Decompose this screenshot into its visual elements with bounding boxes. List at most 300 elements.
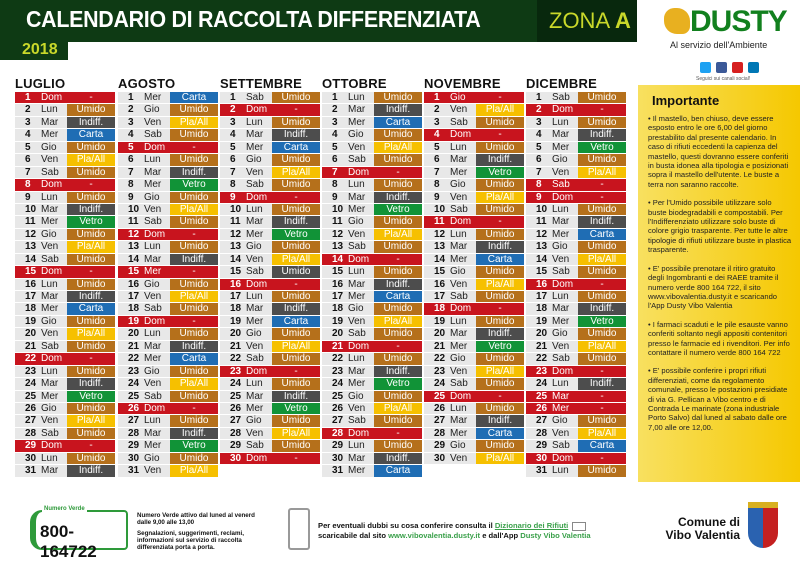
day-of-week: Mer [348,465,366,477]
day-of-week: Dom [348,166,370,178]
day-of-week: Sab [41,253,59,265]
day-row [424,353,524,365]
collection-type: Indiff. [170,167,218,178]
day-of-week: Gio [552,154,568,166]
day-of-week: Ven [41,415,59,427]
collection-type: Umido [170,391,218,402]
day-of-week: Ven [144,291,162,302]
collection-type: Umido [578,291,626,302]
collection-type: - [192,315,196,327]
day-of-week: Ven [144,203,162,215]
day-number: 13 [332,241,344,253]
day-row [322,179,422,191]
day-of-week: Gio [552,241,568,253]
day-of-week: Lun [41,104,58,116]
day-row [220,229,320,241]
day-row [424,366,524,378]
day-of-week: Mer [450,427,468,439]
collection-type: Umido [170,366,218,377]
day-row [424,154,524,166]
collection-type: Indiff. [272,129,320,140]
holiday-row [118,229,218,241]
day-number: 6 [332,154,338,166]
day-row [322,129,422,141]
day-number: 18 [128,303,140,315]
scarica-mid: e dall'App [480,531,521,540]
day-number: 13 [128,241,140,253]
holiday-row [15,353,115,365]
day-row [526,440,626,452]
collection-type: - [396,427,400,439]
collection-type: Umido [374,303,422,314]
day-of-week: Lun [246,378,263,390]
collection-type: Indiff. [578,303,626,314]
day-number: 8 [434,179,440,191]
day-of-week: Mer [144,179,162,191]
day-of-week: Mar [348,452,366,464]
dizionario-pre: Per eventuali dubbi su cosa conferire consulta il [318,521,495,530]
holiday-row [15,266,115,278]
day-of-week: Dom [552,278,574,290]
day-of-week: Sab [552,179,570,191]
day-row [220,415,320,427]
footer-info [137,512,267,555]
collection-type: Indiff. [67,291,115,302]
collection-type: Vetro [476,341,524,352]
day-row [526,353,626,365]
day-of-week: Lun [552,465,569,477]
day-number: 28 [230,427,242,439]
day-number: 30 [25,452,37,464]
day-of-week: Ven [450,365,468,377]
day-of-week: Lun [348,92,365,103]
day-of-week: Mar [144,166,162,178]
day-row [118,204,218,216]
day-number: 18 [230,303,242,315]
day-number: 2 [128,104,134,116]
day-row [322,391,422,403]
day-of-week: Dom [144,228,166,240]
day-of-week: Lun [41,278,58,290]
collection-type: - [498,129,502,141]
collection-type: Pla/All [374,142,422,153]
day-number: 12 [128,228,140,240]
day-number: 29 [230,440,242,452]
day-number: 28 [332,427,344,439]
day-row [322,229,422,241]
day-row [118,104,218,116]
day-of-week: Gio [144,452,160,464]
collection-type: Indiff. [272,303,320,314]
day-number: 8 [332,179,338,191]
comune-line2: Vibo Valentia [665,528,740,542]
collection-type: - [498,92,502,103]
day-number: 30 [536,452,548,464]
day-row [220,403,320,415]
day-number: 4 [434,129,440,141]
day-of-week: Sab [41,340,59,352]
day-number: 21 [434,340,446,352]
collection-type: Vetro [272,403,320,414]
collection-type: - [192,402,196,414]
collection-type: Indiff. [170,254,218,265]
numero-verde-label: Numero Verde [44,506,85,512]
collection-type: Umido [476,316,524,327]
collection-type: Umido [67,279,115,290]
collection-type: Umido [170,303,218,314]
day-row [15,415,115,427]
day-number: 5 [25,141,31,153]
day-number: 9 [128,191,134,203]
collection-type: Umido [170,192,218,203]
collection-type: - [600,104,604,116]
month-ottobre [322,76,422,478]
day-of-week: Sab [552,266,570,278]
day-number: 29 [332,440,344,452]
day-row [322,378,422,390]
day-number: 10 [128,203,140,215]
day-of-week: Sab [144,216,162,228]
day-number: 16 [536,278,548,290]
day-of-week: Mer [41,390,59,402]
day-row [220,303,320,315]
collection-type: - [89,353,93,365]
collection-type: Vetro [67,216,115,227]
site-link[interactable]: www.vibovalentia.dusty.it [388,531,481,540]
collection-type: Pla/All [67,154,115,165]
day-of-week: Dom [41,92,63,103]
day-row [220,129,320,141]
day-number: 24 [332,378,344,390]
day-of-week: Ven [41,328,59,340]
day-number: 31 [25,465,37,477]
collection-type: - [600,191,604,203]
collection-type: Indiff. [476,328,524,339]
youtube-icon[interactable] [732,62,743,73]
day-number: 12 [25,228,37,240]
collection-type: - [396,340,400,352]
day-row [526,241,626,253]
day-of-week: Lun [144,154,161,166]
day-row [322,403,422,415]
day-of-week: Sab [246,92,264,103]
day-number: 9 [434,191,440,203]
collection-type: - [294,452,298,464]
collection-type: Indiff. [476,154,524,165]
day-number: 14 [434,253,446,265]
facebook-icon[interactable] [716,62,727,73]
collection-type: Umido [67,316,115,327]
day-row [118,415,218,427]
smartphone-icon [288,508,310,550]
day-of-week: Ven [246,427,264,439]
day-number: 26 [536,402,548,414]
day-row [220,179,320,191]
day-number: 18 [332,303,344,315]
day-of-week: Lun [144,241,161,253]
day-row [220,142,320,154]
holiday-row [118,142,218,154]
collection-type: Pla/All [170,465,218,476]
day-of-week: Dom [41,440,63,452]
day-row [526,378,626,390]
day-row [322,266,422,278]
day-number: 16 [230,278,242,290]
day-number: 2 [536,104,542,116]
collection-type: Umido [67,341,115,352]
holiday-row [424,303,524,315]
dizionario-link[interactable]: Dizionario dei Rifiuti [494,521,569,530]
collection-type: - [600,390,604,402]
collection-type: Carta [170,353,218,364]
phone-number[interactable]: 800-164722 [40,522,97,561]
logo-tagline: Al servizio dell'Ambiente [670,40,768,50]
collection-type: Umido [67,167,115,178]
day-of-week: Ven [144,116,162,128]
day-of-week: Sab [552,440,570,452]
collection-type: Vetro [170,440,218,451]
collection-type: Carta [374,465,422,476]
day-number: 17 [434,291,446,302]
day-row [15,428,115,440]
collection-type: Pla/All [170,117,218,128]
collection-type: Umido [578,328,626,339]
day-number: 31 [332,465,344,477]
note-farmaci: • I farmaci scaduti e le pile esauste vanno conferiti soltanto negli appositi contenitori presso le farmacie ed i rivenditori. Per info contattare il numero verde 800 164 722 [648,319,790,357]
day-row [220,216,320,228]
collection-type: Umido [374,266,422,277]
collection-type: Indiff. [374,104,422,115]
day-of-week: Lun [41,191,58,203]
day-number: 21 [25,340,37,352]
day-number: 24 [128,378,140,390]
day-of-week: Mar [348,365,366,377]
day-of-week: Gio [552,415,568,427]
day-of-week: Ven [246,166,264,178]
day-row [118,341,218,353]
day-number: 11 [128,216,139,228]
note-ingombranti: • E' possibile prenotare il ritiro gratuito degli Ingombranti e dei RAEE tramite il numero verde 800 164 722, il sito www.vibovalentia.dusty.it e scaricando l'App Dusty Vibo Valentia [648,263,779,311]
day-number: 4 [536,129,542,141]
day-of-week: Ven [552,340,570,352]
holiday-row [118,316,218,328]
day-row [322,465,422,477]
holiday-row [118,403,218,415]
day-row [322,241,422,253]
day-number: 5 [536,141,542,153]
collection-type: Indiff. [476,415,524,426]
day-of-week: Gio [246,415,262,427]
day-row [118,154,218,166]
linkedin-icon[interactable] [748,62,759,73]
collection-type: Pla/All [578,341,626,352]
collection-type: - [192,228,196,240]
day-of-week: Mer [41,216,59,228]
day-row [220,117,320,129]
month-name: LUGLIO [15,76,66,91]
day-of-week: Mar [41,116,59,128]
collection-type: Umido [476,179,524,190]
collection-type: Umido [67,403,115,414]
day-of-week: Mer [144,353,162,365]
month-luglio [15,76,115,478]
day-number: 25 [128,390,140,402]
twitter-icon[interactable] [700,62,711,73]
day-number: 25 [25,390,37,402]
day-row [220,316,320,328]
day-row [424,341,524,353]
day-number: 11 [230,216,241,228]
panel-title: Importante [652,93,720,108]
day-row [118,391,218,403]
day-row [118,129,218,141]
month-name: NOVEMBRE [424,76,501,91]
day-number: 24 [434,378,446,390]
day-number: 31 [536,465,548,477]
day-row [15,366,115,378]
app-link[interactable]: Dusty Vibo Valentia [520,531,591,540]
day-number: 3 [434,116,440,128]
holiday-row [526,104,626,116]
collection-type: Umido [272,179,320,190]
day-number: 18 [536,303,548,315]
day-row [424,428,524,440]
day-number: 9 [25,191,31,203]
day-of-week: Mar [450,241,468,253]
month-name: SETTEMBRE [220,76,302,91]
day-number: 21 [230,340,242,352]
day-of-week: Mer [144,92,162,103]
day-row [526,129,626,141]
day-of-week: Mar [348,104,366,116]
day-row [526,328,626,340]
collection-type: Umido [67,142,115,153]
day-number: 12 [536,228,548,240]
day-of-week: Dom [348,340,370,352]
collection-type: Umido [170,216,218,227]
day-number: 2 [434,104,440,116]
day-number: 23 [434,365,446,377]
day-number: 2 [332,104,338,116]
collection-type: - [498,390,502,402]
day-row [220,241,320,253]
day-of-week: Gio [450,353,466,365]
collection-type: - [294,191,298,203]
day-of-week: Sab [41,427,59,439]
holiday-row [15,440,115,452]
day-number: 23 [128,365,140,377]
year-label: 2018 [0,40,68,60]
day-number: 11 [434,216,445,228]
day-row [322,291,422,303]
day-number: 19 [25,315,37,327]
day-number: 7 [536,166,542,178]
day-of-week: Mer [348,116,366,128]
collection-type: Umido [578,154,626,165]
day-of-week: Mar [41,291,59,302]
day-of-week: Mar [552,129,570,141]
day-of-week: Ven [348,315,366,327]
collection-type: Pla/All [170,204,218,215]
day-of-week: Dom [552,191,574,203]
day-row [118,378,218,390]
day-of-week: Sab [41,166,59,178]
day-number: 17 [25,291,37,302]
comune-label [662,516,740,542]
collection-type: Pla/All [67,328,115,339]
day-of-week: Mer [144,440,162,452]
day-row [15,279,115,291]
day-of-week: Ven [246,253,264,265]
month-name: AGOSTO [118,76,176,91]
day-number: 17 [536,291,548,302]
social-links [700,62,759,73]
collection-type: Indiff. [67,465,115,476]
collection-type: Umido [67,366,115,377]
day-row [118,179,218,191]
day-row [526,142,626,154]
holiday-row [526,403,626,415]
day-of-week: Sab [348,154,366,166]
day-number: 13 [536,241,548,253]
day-number: 15 [128,266,140,278]
day-of-week: Mar [41,203,59,215]
day-row [424,403,524,415]
day-number: 5 [230,141,236,153]
day-row [526,254,626,266]
collection-type: - [396,253,400,265]
day-row [526,303,626,315]
note-postazioni: • E' possibile conferire i propri rifiuti differenziati, come da regolamento comunale, presso le postazioni presidiate di via G. Pellican a Vibo centro e di Contrada Le marinate (zona industriale Porto Salvo) dal luned al sabato dalle ore 7,00 alle ore 12,00. [648,366,788,432]
day-number: 17 [230,291,242,302]
day-of-week: Gio [144,104,160,116]
collection-type: Vetro [374,378,422,389]
collection-type: Umido [476,117,524,128]
day-of-week: Sab [450,116,468,128]
numero-verde-box[interactable] [30,506,128,561]
day-row [322,204,422,216]
day-number: 4 [128,129,134,141]
holiday-row [220,279,320,291]
collection-type: Pla/All [476,192,524,203]
day-of-week: Mar [246,303,264,315]
day-row [424,117,524,129]
day-row [322,142,422,154]
collection-type: - [89,179,93,191]
day-row [322,353,422,365]
collection-type: Pla/All [578,167,626,178]
day-of-week: Mer [246,402,264,414]
collection-type: Umido [272,440,320,451]
collection-type: Indiff. [578,378,626,389]
collection-type: Umido [374,415,422,426]
holiday-row [526,366,626,378]
collection-type: Umido [374,328,422,339]
day-row [15,465,115,477]
day-of-week: Mar [348,191,366,203]
collection-type: Umido [578,117,626,128]
important-panel [638,85,800,482]
day-row [424,142,524,154]
collection-type: Pla/All [67,415,115,426]
day-number: 30 [332,452,344,464]
day-of-week: Gio [144,278,160,290]
day-of-week: Mer [144,266,162,278]
collection-type: Umido [374,353,422,364]
day-row [15,291,115,303]
day-number: 25 [536,390,548,402]
day-row [322,154,422,166]
